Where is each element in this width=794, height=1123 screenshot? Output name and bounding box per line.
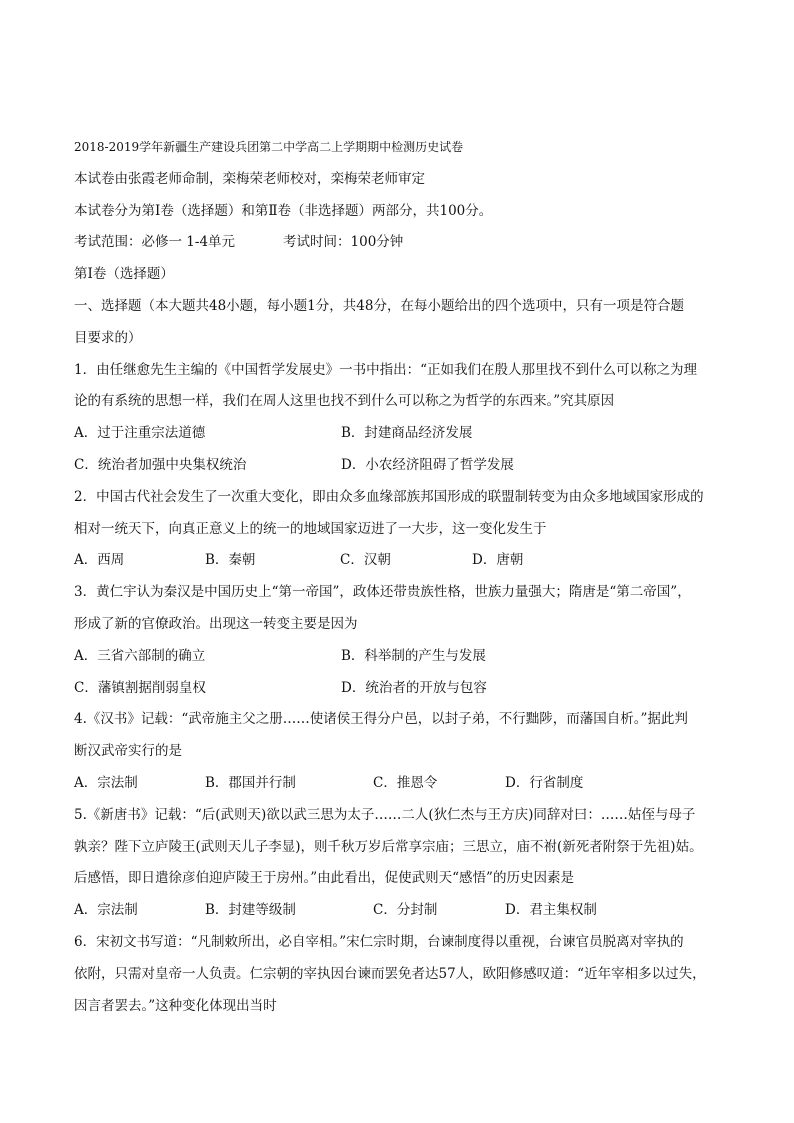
option-c: C．藩镇割据削弱皇权 [74, 679, 206, 696]
option-d: D．唐朝 [472, 552, 524, 569]
option-c: C．推恩令 [373, 774, 438, 791]
part-heading: 第Ⅰ卷（选择题） [74, 266, 174, 283]
option-c: C．分封制 [373, 902, 438, 919]
question-2-line: 2．中国古代社会发生了一次重大变化，即由众多血缘部族邦国形成的联盟制转变为由众多地域国家形成的 [74, 488, 704, 505]
option-b: B．封建商品经济发展 [341, 425, 473, 442]
question-3-options-row [74, 673, 724, 705]
question-6-line: 因言者罢去。”这种变化体现出当时 [74, 997, 277, 1014]
question-1-line: 1．由任继愈先生主编的《中国哲学发展史》一书中指出：“正如我们在殷人那里找不到什么可以称之为理 [74, 361, 697, 378]
question-4-options-row [74, 768, 724, 800]
question-3-line: 形成了新的官僚政治。出现这一转变主要是因为 [74, 615, 358, 632]
option-d: D．行省制度 [505, 774, 584, 791]
option-b: B．秦朝 [205, 552, 256, 569]
question-5-line: 孰亲？陛下立庐陵王(武则天儿子李显)，则千秋万岁后常享宗庙；三思立，庙不祔(新死者附祭于先祖)姑。 [74, 838, 703, 855]
option-d: D．统治者的开放与包容 [341, 679, 487, 696]
question-2-line: 相对一统天下，向真正意义上的统一的地域国家迈进了一大步，这一变化发生于 [74, 520, 547, 537]
option-c: C．统治者加强中央集权统治 [74, 456, 247, 473]
question-6-line: 依附，只需对皇帝一人负责。仁宗朝的宰执因台谏而罢免者达57人，欧阳修感叹道：“近年宰相多以过失， [74, 965, 706, 982]
option-a: A．过于注重宗法道德 [74, 425, 206, 442]
question-4-line: 断汉武帝实行的是 [74, 743, 182, 760]
question-3-line: 3．黄仁宇认为秦汉是中国历史上“第一帝国”，政体还带贵族性格，世族力量强大；隋唐是“第二帝国”， [74, 584, 691, 601]
option-b: B．科举制的产生与发展 [341, 647, 486, 664]
option-b: B．封建等级制 [205, 902, 296, 919]
question-1-options-row [74, 418, 724, 450]
question-1-line: 论的有系统的思想一样，我们在周人这里也找不到什么可以称之为哲学的东西来。”究其原因 [74, 393, 615, 410]
option-a: A．宗法制 [74, 774, 138, 791]
option-a: A．宗法制 [74, 902, 138, 919]
structure-note: 本试卷分为第Ⅰ卷（选择题）和第Ⅱ卷（非选择题）两部分，共100分。 [74, 202, 493, 219]
scope-time-line [74, 227, 724, 259]
section-instructions-cont: 目要求的） [74, 329, 142, 346]
question-2-options-row [74, 545, 724, 577]
exam-page [74, 132, 724, 1022]
question-5-line: 后感悟，即日遣徐彦伯迎庐陵王于房州。”由此看出，促使武则天“感悟”的历史因素是 [74, 870, 574, 887]
question-4-line: 4.《汉书》记载：“武帝施主父之册……使诸侯王得分户邑，以封子弟，不行黜陟，而藩国自析。”据此判 [74, 711, 688, 728]
option-a: A．三省六部制的确立 [74, 647, 206, 664]
option-d: D．小农经济阻碍了哲学发展 [341, 456, 514, 473]
question-5-line: 5.《新唐书》记载：“后(武则天)欲以武三思为太子……二人(狄仁杰与王方庆)同辞对曰：……姑侄与母子 [74, 806, 696, 823]
question-1-options-row [74, 450, 724, 482]
question-3-options-row [74, 641, 724, 673]
section-instructions: 一、选择题（本大题共48小题，每小题1分，共48分，在每小题给出的四个选项中，只有一项是符合题 [74, 297, 684, 314]
option-a: A．西周 [74, 552, 125, 569]
option-d: D．君主集权制 [505, 902, 597, 919]
option-b: B．郡国并行制 [205, 774, 296, 791]
exam-scope: 考试范围：必修一 1-4单元 [74, 234, 236, 251]
option-c: C．汉朝 [340, 552, 391, 569]
question-5-options-row [74, 895, 724, 927]
exam-time: 考试时间：100分钟 [283, 234, 404, 251]
question-6-line: 6．宋初文书写道：“凡制敕所出，必自宰相。”宋仁宗时期，台谏制度得以重视，台谏官员脱离对宰执的 [74, 933, 684, 950]
exam-title: 2018-2019学年新疆生产建设兵团第二中学高二上学期期中检测历史试卷 [74, 140, 464, 154]
author-note: 本试卷由张霞老师命制，栾梅荣老师校对，栾梅荣老师审定 [74, 170, 425, 187]
